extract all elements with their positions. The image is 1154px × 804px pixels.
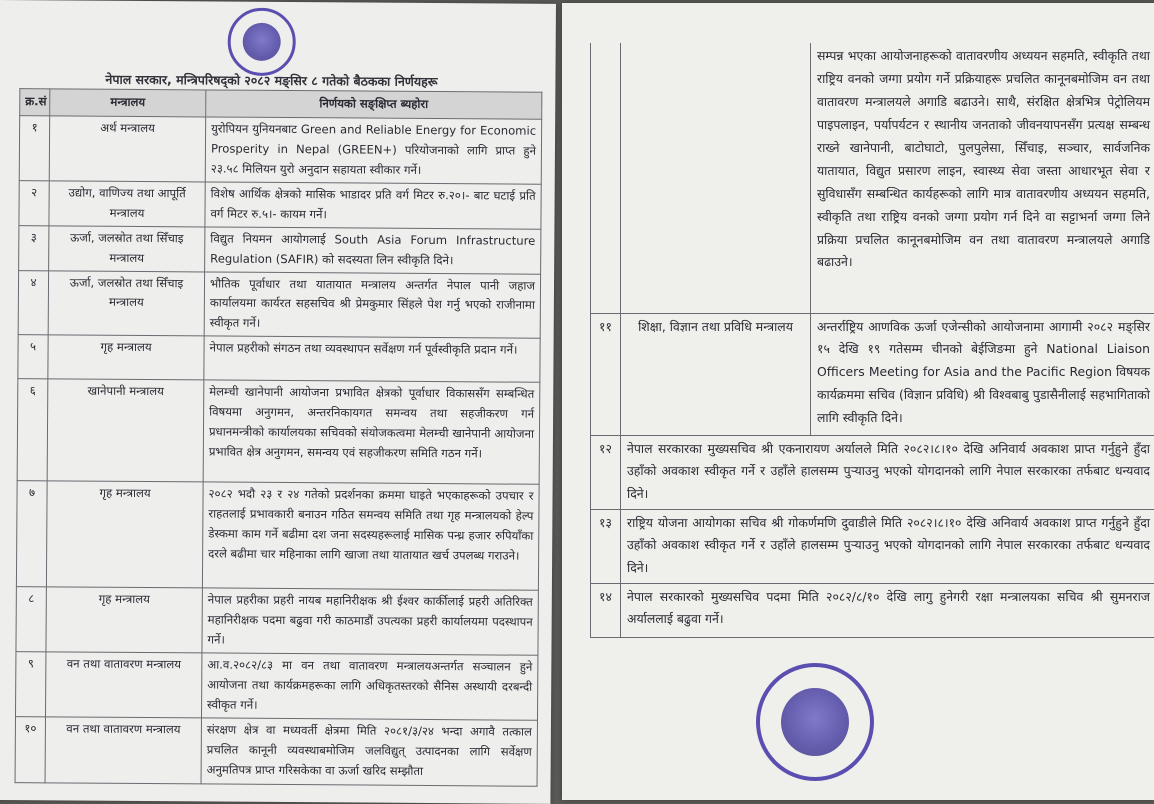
row-decision: अन्तर्राष्ट्रिय आणविक ऊर्जा एजेन्सीको आयोजनामा आगामी २०८२ मङ्सिर १५ देखि १९ गतेसम्म चीनको बेईजिङमा हुने National Liaison Officers Meeting for Asia and the Pacific Region विषयक कार्यक्रममा सचिव (विज्ञान प्रविधि) श्री विश्वबाबु पुडासैनीलाई सहभागिताको लागि स्वीकृति दिने। [811,313,1154,435]
row-ministry: ऊर्जा, जलस्रोत तथा सिँचाइ मन्त्रालय [48,270,204,336]
row-sn: ११ [591,313,621,435]
page-title: नेपाल सरकार, मन्त्रिपरिषद्को २०८२ मङ्सिर ८ गतेको बैठकका निर्णयहरू [105,71,505,91]
row-ministry [621,43,811,313]
row-decision: राष्ट्रिय योजना आयोगका सचिव श्री गोकर्णमणि दुवाडीले मिति २०८२।८।१० देखि अनिवार्य अवकाश प्राप्त गर्नुहुने हुँदा उहाँको अवकाश स्वीकृत गर्ने र उहाँले हालसम्म पुर्‍याउनु भएको योगदानको लागि नेपाल सरकारका तर्फबाट धन्यवाद दिने। [621,509,1154,583]
row-decision: २०८२ भदौ २३ र २४ गतेको प्रदर्शनका क्रममा घाइते भएकाहरूको उपचार र राहतलाई प्रभावकारी बनाउन गठित समन्वय समिति तथा गृह मन्त्रालयको हेल्प डेस्कमा काम गर्ने बढीमा दश जना सदस्यहरूलाई मासिक पन्ध्र हजार रुपियाँका दरले बढीमा चार महिनाका लागि खाजा तथा यातायात खर्च उपलब्ध गराउने। [202,482,539,590]
row-sn: १० [15,717,45,783]
government-stamp [756,663,874,781]
table-row [591,313,1154,435]
document-page-right [562,3,1154,800]
row-sn [591,43,621,313]
table-row [591,509,1154,583]
table-row [17,379,540,485]
government-stamp [227,8,295,76]
row-sn: १ [19,116,49,181]
row-decision: विद्युत नियमन आयोगलाई South Asia Forum Infrastructure Regulation (SAFIR) को सदस्यता लिन स्वीकृति दिने। [205,227,541,274]
row-sn: ९ [15,652,45,717]
row-sn: ५ [18,335,48,379]
row-sn: ७ [16,481,47,587]
row-decision: संरक्षण क्षेत्र वा मध्यवर्ती क्षेत्रमा मिति २०८१/३/२४ भन्दा अगावै तत्काल प्रचलित कानूनी व्यवस्थाबमोजिम जलविद्युत् उत्पादनका लागि सर्वेक्षण अनुमतिपत्र प्राप्त गरिसकेका वा ऊर्जा खरिद सम्झौता [201,718,537,786]
column-header-decision: निर्णयको सङ्क्षिप्त ब्यहोरा [206,90,542,119]
row-sn: १४ [591,583,621,637]
row-ministry: अर्थ मन्त्रालय [49,116,205,182]
row-ministry: गृह मन्त्रालय [46,587,202,653]
table-row [16,587,538,655]
row-sn: २ [19,180,49,225]
row-decision: आ.व.२०८२/८३ मा वन तथा वातावरण मन्त्रालयअन्तर्गत सञ्चालन हुने आयोजना तथा कार्यक्रमहरूका लागि अधिकृतस्तरको सैनिस अस्थायी दरबन्दी स्वीकृत गर्ने। [201,653,537,720]
table-row [18,270,540,338]
row-ministry: खानेपानी मन्त्रालय [47,379,204,482]
row-ministry: उद्योग, वाणिज्य तथा आपूर्ति मन्त्रालय [49,181,205,227]
row-decision: मेलम्ची खानेपानी आयोजना प्रभावित क्षेत्रको पूर्वाधार विकाससँग सम्बन्धित विषयमा अनुगमन, अन्तरनिकायगत समन्वय तथा सहजीकरण गर्न प्रधानमन्त्रीको कार्यालयका सचिवको संयोजकत्वमा मेलम्ची खानेपानी आयोजना प्रभावित क्षेत्र अनुगमन, समन्वय एवं सहजीकरण समिति गठन गर्ने। [203,380,540,484]
table-row [15,652,537,720]
emblem-icon [781,688,849,756]
row-sn: १२ [591,435,621,509]
decisions-table [15,88,543,787]
table-row [591,43,1154,313]
row-sn: ३ [19,225,49,270]
document-page-left [0,0,556,804]
row-ministry: वन तथा वातावरण मन्त्रालय [45,652,201,718]
table-row [19,225,541,274]
row-decision: विशेष आर्थिक क्षेत्रको मासिक भाडादर प्रति वर्ग मिटर रु.२०।- बाट घटाई प्रति वर्ग मिटर रु.५।- कायम गर्ने। [205,182,541,229]
table-row [15,717,537,787]
row-decision: नेपाल प्रहरीका प्रहरी नायब महानिरीक्षक श्री ईश्वर कार्कीलाई प्रहरी अतिरिक्त महानिरीक्षक पदमा बढुवा गरी काठमाडौं उपत्यका प्रहरी कार्यालयमा पदस्थापन गर्ने। [202,588,538,655]
row-ministry: वन तथा वातावरण मन्त्रालय [45,717,201,784]
decisions-table-continued [590,43,1154,638]
row-ministry: ऊर्जा, जलस्रोत तथा सिँचाइ मन्त्रालय [49,225,205,271]
row-decision: नेपाल प्रहरीको संगठन तथा व्यवस्थापन सर्वेक्षण गर्न पूर्वस्वीकृति प्रदान गर्ने। [204,336,540,382]
row-decision: युरोपियन युनियनबाट Green and Reliable Energy for Economic Prosperity in Nepal (GREEN+) परियोजनाको लागि प्राप्त हुने २३.५८ मिलियन युरो अनुदान सहायता स्वीकार गर्ने। [205,117,541,184]
row-ministry: गृह मन्त्रालय [46,481,203,588]
row-ministry: गृह मन्त्रालय [48,335,204,380]
row-decision: भौतिक पूर्वाधार तथा यातायात मन्त्रालय अन्तर्गत नेपाल पानी जहाज कार्यालयमा कार्यरत सहसचिव श्री प्रेमकुमार सिंहले पेश गर्नु भएको राजीनामा स्वीकृत गर्ने। [204,271,540,338]
emblem-icon [242,22,281,61]
table-row [19,116,541,184]
table-row [16,481,539,591]
row-decision: नेपाल सरकारको मुख्यसचिव पदमा मिति २०८२/८/१० देखि लागु हुनेगरी रक्षा मन्त्रालयका सचिव श्री सुमनराज अर्याललाई बढुवा गर्ने। [621,583,1154,637]
row-ministry: शिक्षा, विज्ञान तथा प्रविधि मन्त्रालय [621,313,811,435]
table-row [18,335,540,383]
column-header-ministry: मन्त्रालय [50,89,206,117]
row-sn: १३ [591,509,621,583]
table-header-row [20,89,542,120]
row-sn: ६ [17,379,48,481]
row-sn: ८ [16,587,46,652]
column-header-sn: क्र.सं [20,89,50,116]
row-sn: ४ [18,270,48,335]
table-row [591,435,1154,509]
row-decision: सम्पन्न भएका आयोजनाहरूको वातावरणीय अध्ययन सहमति, स्वीकृति तथा राष्ट्रिय वनको जग्गा प्रयोग गर्ने प्रक्रियाहरू प्रचलित कानूनबमोजिम वन तथा वातावरण मन्त्रालयले अगाडि बढाउने। साथै, संरक्षित क्षेत्रभित्र पेट्रोलियम पाइपलाइन, पर्यापर्यटन र स्थानीय जनताको जीवनयापनसँग प्रत्यक्ष सम्बन्ध राख्ने खानेपानी, बाटोघाटो, पुलपुलेसा, सिँचाइ, सञ्चार, सार्वजनिक यातायात, विद्युत प्रसारण लाइन, स्वास्थ्य सेवा जस्ता आधारभूत सेवा र सुविधासँग सम्बन्धित कार्यहरूको लागि मात्र वातावरणीय अध्ययन सहमति, स्वीकृति तथा राष्ट्रिय वनको जग्गा प्रयोग गर्न दिने वा सट्टाभर्ना जग्गा लिने प्रक्रिया प्रचलित कानूनबमोजिम वन तथा वातावरण मन्त्रालयले अगाडि बढाउने। [811,43,1154,313]
table-row [19,180,541,229]
table-row [591,583,1154,637]
row-decision: नेपाल सरकारका मुख्यसचिव श्री एकनारायण अर्यालले मिति २०८२।८।१० देखि अनिवार्य अवकाश प्राप्त गर्नुहुने हुँदा उहाँको अवकाश स्वीकृत गर्ने र उहाँले हालसम्म पुर्‍याउनु भएको योगदानको लागि नेपाल सरकारका तर्फबाट धन्यवाद दिने। [621,435,1154,509]
